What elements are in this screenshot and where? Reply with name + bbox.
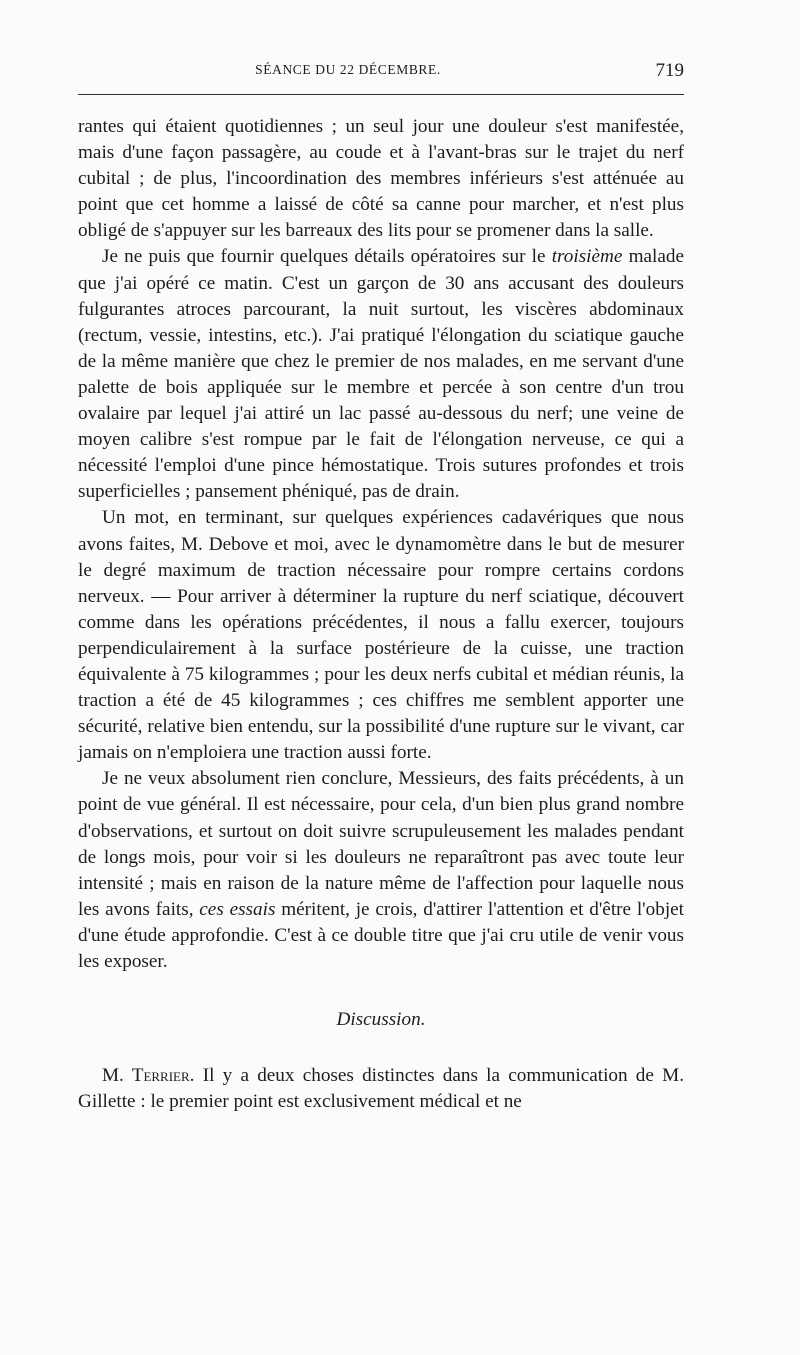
paragraph-3: Un mot, en terminant, sur quelques expériences cadavériques que nous avons faites, M. Debove et moi, avec le dynamomètre dans le but de mesurer le degré maximum de traction nécessaire pour rompre certains cordons nerveux. — Pour arriver à déterminer la rupture du nerf sciatique, découvert comme dans les opérations précédentes, il nous a fallu exercer, toujours perpendiculairement à la surface postérieure de la cuisse, une traction équivalente à 75 kilogrammes ; pour les deux nerfs cubital et médian réunis, la traction a été de 45 kilogrammes ; ces chiffres me semblent apporter une sécurité, relative bien entendu, sur la possibilité d'une rupture sur le vivant, car jamais on n'emploiera une traction aussi forte.: [78, 507, 684, 764]
page-header: [78, 60, 684, 86]
paragraph-4-emphasis: ces essais: [199, 898, 276, 920]
running-head: SÉANCE DU 22 DÉCEMBRE.: [255, 62, 441, 77]
header-rule: [78, 94, 684, 95]
page-number: 719: [655, 60, 684, 81]
paragraph-2-emphasis: troisième: [551, 246, 623, 268]
paragraph-2-start: Je ne puis que fournir quelques détails opératoires sur le: [102, 246, 552, 268]
section-heading: Discussion.: [336, 1009, 426, 1031]
paragraph-5-text: Il y a deux choses distinctes dans la communication de M. Gillette : le premier point est exclusivement médical et ne: [78, 1065, 684, 1113]
paragraph-2: [78, 244, 684, 505]
paragraph-2-end: malade que j'ai opéré ce matin. C'est un garçon de 30 ans accusant des douleurs fulgurantes atroces parcourant, la nuit surtout, les viscères abdominaux (rectum, vessie, intestins, etc.). J'ai pratiqué l'élongation du sciatique gauche de la même manière que chez le premier de nos malades, en me servant d'une palette de bois appliquée sur le membre et percée à son centre d'un trou ovalaire par lequel j'ai attiré un lac passé au-dessous du nerf; une veine de moyen calibre s'est rompue par le fait de l'élongation nerveuse, ce qui a nécessité l'emploi d'une pince hémostatique. Trois sutures profondes et trois superficielles ; pansement phéniqué, pas de drain.: [78, 246, 684, 503]
speaker-name: M. Terrier.: [102, 1065, 195, 1087]
paragraph-4: [78, 766, 684, 975]
paragraph-4-end: méritent, je crois, d'attirer l'attention et d'être l'objet d'une étude approfondie. C'est à ce double titre que j'ai cru utile de venir vous les exposer.: [78, 898, 684, 972]
paragraph-1: rantes qui étaient quotidiennes ; un seul jour une douleur s'est manifestée, mais d'une façon passagère, au coude et à l'avant-bras sur le trajet du nerf cubital ; de plus, l'incoordination des membres inférieurs s'est atténuée au point que cet homme a laissé de côté sa canne pour marcher, et n'est plus obligé de s'appuyer sur les barreaux des lits pour se promener dans la salle.: [78, 116, 684, 242]
paragraph-4-start: Je ne veux absolument rien conclure, Messieurs, des faits précédents, à un point de vue général. Il est nécessaire, pour cela, d'un bien plus grand nombre d'observations, et surtout on doit suivre scrupuleusement les malades pendant de longs mois, pour voir si les douleurs ne reparaîtront pas avec toute leur intensité ; mais en raison de la nature même de l'affection pour laquelle nous les avons faits,: [78, 768, 684, 920]
paragraph-5: [78, 1063, 684, 1115]
body-text: [78, 114, 684, 1115]
